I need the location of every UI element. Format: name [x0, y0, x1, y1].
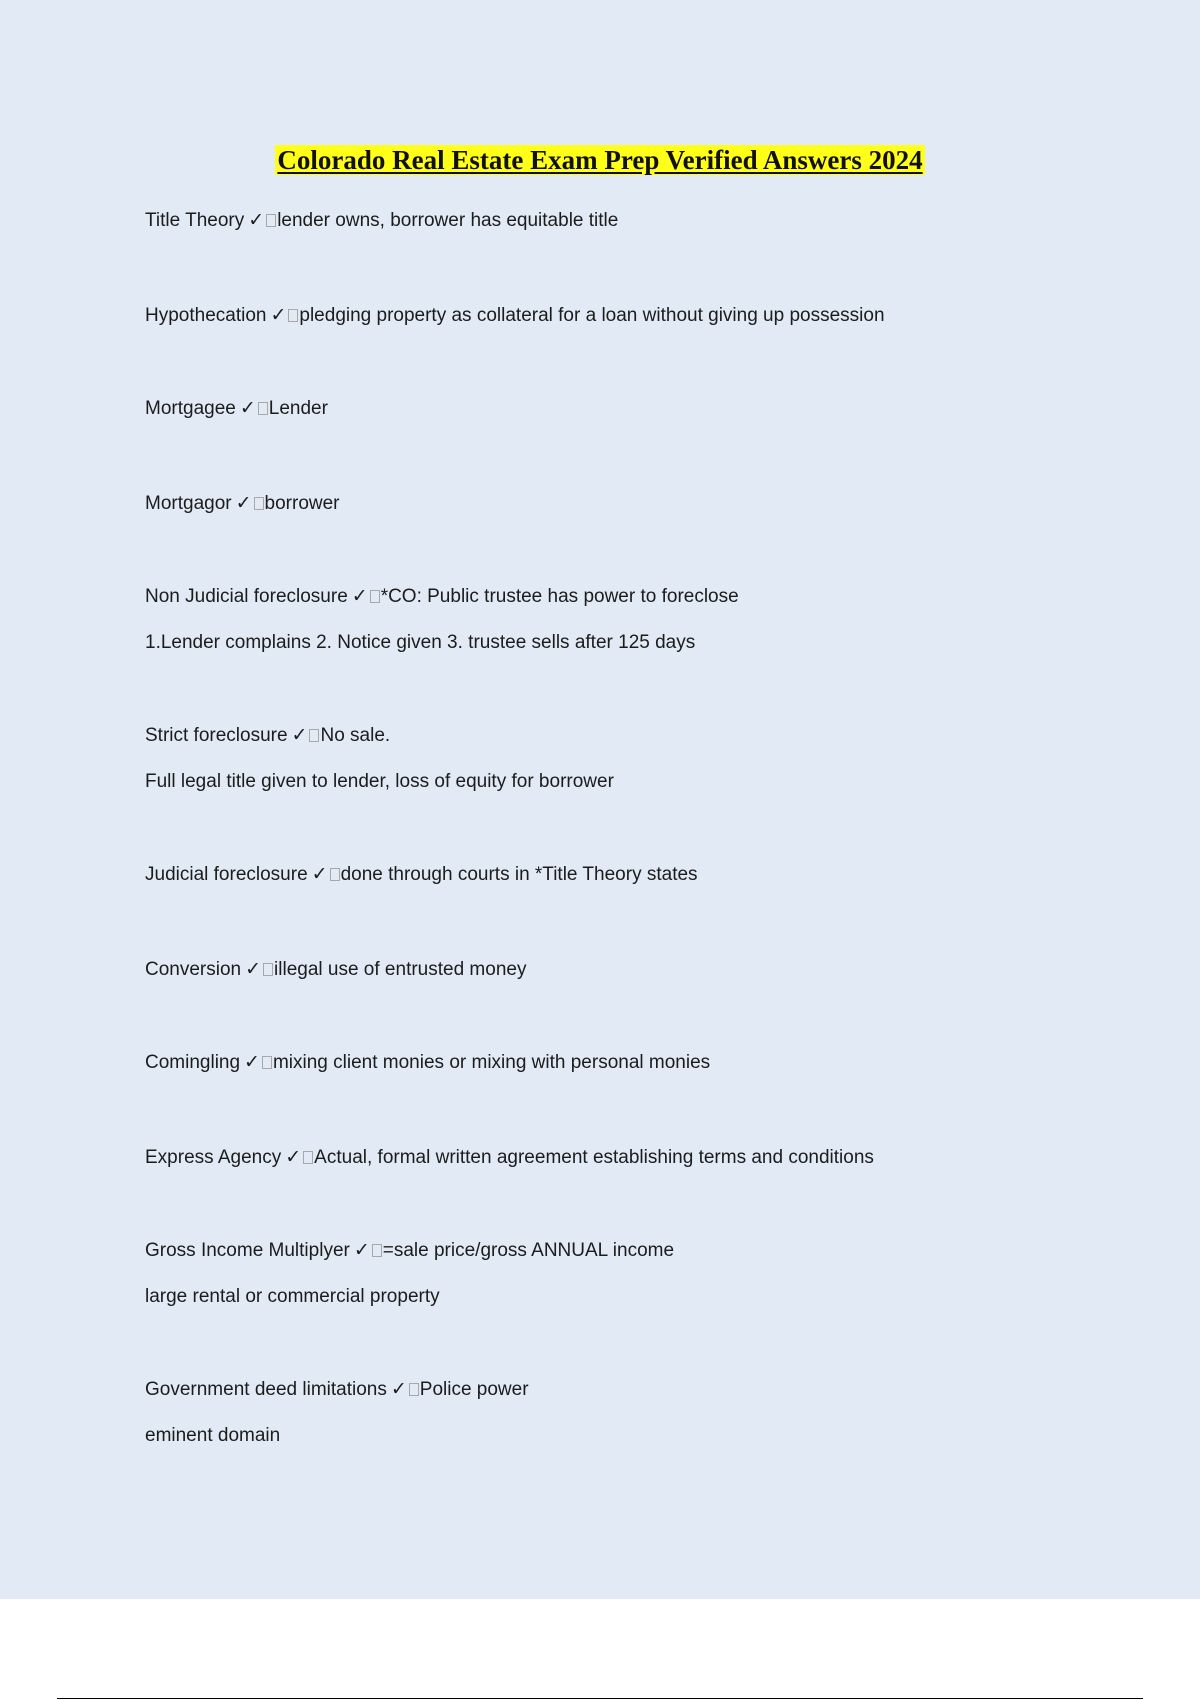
check-icon: ✓	[311, 864, 328, 885]
entry-term-line	[145, 958, 1145, 982]
entry-term-line	[145, 397, 1145, 421]
document-title	[0, 143, 1200, 177]
check-icon: ✓	[245, 959, 262, 980]
entry-extra-line: Full legal title given to lender, loss of equity for borrower	[145, 771, 614, 792]
entry-term-line	[145, 209, 1145, 233]
missing-glyph-box-icon	[303, 1151, 313, 1164]
entry-extra-line: 1.Lender complains 2. Notice given 3. trustee sells after 125 days	[145, 632, 696, 653]
missing-glyph-box-icon	[309, 729, 319, 742]
entry-extra-line: large rental or commercial property	[145, 1286, 440, 1307]
entry-definition: No sale.	[320, 725, 391, 746]
entry-term-line	[145, 724, 1145, 748]
entry-term-line	[145, 1146, 1145, 1170]
entry-term: Strict foreclosure	[145, 725, 288, 746]
entry-definition: mixing client monies or mixing with personal monies	[272, 1052, 711, 1073]
missing-glyph-box-icon	[288, 309, 298, 322]
entry-term: Title Theory	[145, 210, 245, 231]
entry-term-line	[145, 585, 1145, 609]
check-icon: ✓	[239, 398, 256, 419]
entry-extra-line: eminent domain	[145, 1425, 281, 1446]
missing-glyph-box-icon	[254, 497, 264, 510]
entry-term: Mortgagor	[145, 493, 232, 514]
entry-term: Gross Income Multiplyer	[145, 1240, 350, 1261]
title-highlight: Colorado Real Estate Exam Prep Verified Answers 2024	[277, 145, 923, 175]
entry-term-line	[145, 1378, 1145, 1402]
entry-definition: lender owns, borrower has equitable title	[277, 210, 619, 231]
footer-divider	[57, 1698, 1143, 1699]
check-icon: ✓	[235, 493, 252, 514]
entry-term: Comingling	[145, 1052, 241, 1073]
entry-definition: pledging property as collateral for a loan without giving up possession	[299, 305, 885, 326]
check-icon: ✓	[351, 586, 368, 607]
entry-term-line	[145, 304, 1145, 328]
entry-term: Mortgagee	[145, 398, 236, 419]
entry-term: Conversion	[145, 959, 242, 980]
entry-definition: borrower	[264, 493, 340, 514]
missing-glyph-box-icon	[409, 1383, 419, 1396]
entry-definition: =sale price/gross ANNUAL income	[382, 1240, 675, 1261]
entry-term: Non Judicial foreclosure	[145, 586, 348, 607]
check-icon: ✓	[270, 305, 287, 326]
entry-definition: done through courts in *Title Theory states	[340, 864, 698, 885]
check-icon: ✓	[291, 725, 308, 746]
entry-definition: *CO: Public trustee has power to foreclose	[380, 586, 739, 607]
check-icon: ✓	[285, 1147, 302, 1168]
check-icon: ✓	[390, 1379, 407, 1400]
entry-term: Hypothecation	[145, 305, 267, 326]
entry-term: Express Agency	[145, 1147, 282, 1168]
entry-term-line	[145, 492, 1145, 516]
entry-definition: Lender	[268, 398, 328, 419]
entry-definition: illegal use of entrusted money	[274, 959, 527, 980]
check-icon: ✓	[244, 1052, 260, 1073]
entry-term: Government deed limitations	[145, 1379, 387, 1400]
missing-glyph-box-icon	[263, 963, 273, 976]
missing-glyph-box-icon	[370, 590, 380, 603]
missing-glyph-box-icon	[258, 402, 268, 415]
entry-term: Judicial foreclosure	[145, 864, 308, 885]
entry-term-line	[145, 1239, 1145, 1263]
missing-glyph-box-icon	[262, 1056, 272, 1069]
missing-glyph-box-icon	[330, 868, 340, 881]
entry-definition: Police power	[419, 1379, 529, 1400]
entry-term-line	[145, 1051, 1145, 1075]
missing-glyph-box-icon	[372, 1244, 382, 1257]
missing-glyph-box-icon	[266, 214, 276, 227]
check-icon: ✓	[248, 210, 265, 231]
check-icon: ✓	[353, 1240, 370, 1261]
entry-definition: Actual, formal written agreement establishing terms and conditions	[314, 1147, 874, 1168]
entry-term-line	[145, 863, 1145, 887]
